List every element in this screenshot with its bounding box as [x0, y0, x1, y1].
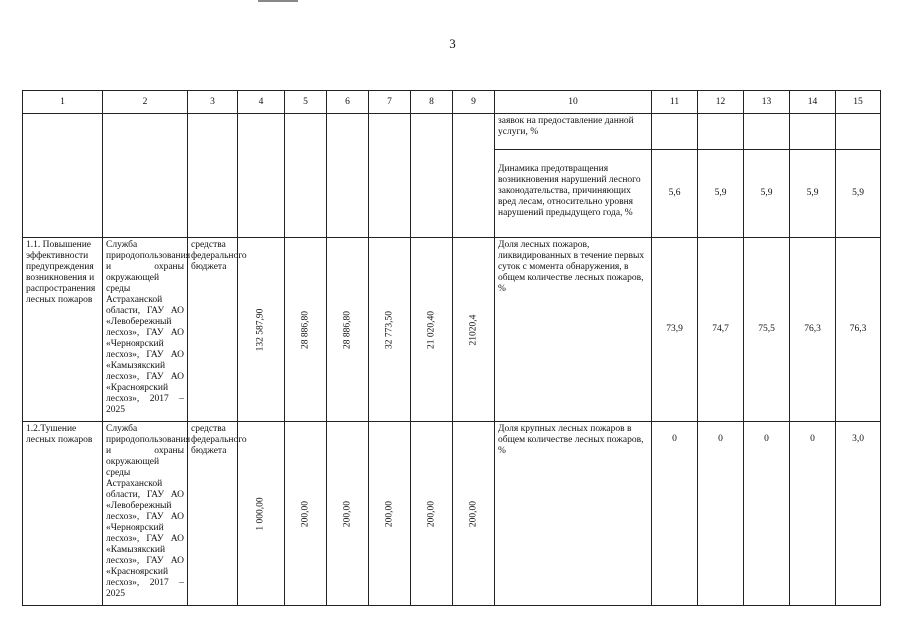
amount-value: 1 000,00	[255, 496, 266, 531]
amount-cell	[238, 422, 285, 606]
header-cell: 13	[744, 91, 790, 114]
indicator-cell: заявок на предоставление данной услуги, %	[495, 114, 652, 150]
amount-cell	[238, 238, 285, 422]
amount-cell	[369, 238, 411, 422]
indicator-cell: Доля лесных пожаров, ликвидированных в течение первых суток с момента обнаружения, в общем количестве лесных пожаров, %	[495, 238, 652, 422]
header-cell: 7	[369, 91, 411, 114]
value-cell	[744, 114, 790, 150]
value-cell: 76,3	[836, 238, 881, 422]
header-cell: 3	[188, 91, 238, 114]
amount-value: 200,00	[342, 500, 352, 527]
header-cell: 12	[698, 91, 744, 114]
header-cell: 14	[790, 91, 836, 114]
amount-value: 200,00	[384, 500, 394, 527]
event-cell: 1.2.Тушение лесных пожаров	[23, 422, 103, 606]
table-row	[23, 422, 881, 606]
header-cell: 11	[652, 91, 698, 114]
amount-value: 28 886,80	[342, 310, 352, 349]
value-cell: 5,9	[790, 150, 836, 238]
indicator-cell: Динамика предотвращения возникновения нарушений лесного законодательства, причиняющих вред лесам, относительно уровня нарушений предыдущего года, %	[495, 150, 652, 238]
table-row	[23, 114, 881, 150]
header-cell: 2	[103, 91, 188, 114]
source-cell: средства федерального бюджета	[188, 422, 238, 606]
amount-cell	[453, 238, 495, 422]
header-row	[23, 91, 881, 114]
value-cell: 5,6	[652, 150, 698, 238]
amount-cell	[453, 422, 495, 606]
header-cell: 8	[411, 91, 453, 114]
amount-cell	[369, 114, 411, 238]
amount-value: 132 587,90	[255, 308, 266, 351]
header-cell: 4	[238, 91, 285, 114]
amount-cell	[411, 114, 453, 238]
table-row	[23, 238, 881, 422]
amount-value: 21 020,40	[426, 310, 436, 349]
amount-cell	[369, 422, 411, 606]
value-cell	[652, 114, 698, 150]
source-cell: средства федерального бюджета	[188, 238, 238, 422]
value-cell: 76,3	[790, 238, 836, 422]
value-cell: 5,9	[744, 150, 790, 238]
executor-cell: Служба природопользования и охраны окружающей среды Астраханской области, ГАУ АО «Левобережный лесхоз», ГАУ АО «Черноярский лесхоз», ГАУ АО «Камызякский лесхоз», ГАУ АО «Красноярский лесхоз», 2017 – 2025	[103, 238, 188, 422]
header-cell: 9	[453, 91, 495, 114]
value-cell: 5,9	[836, 150, 881, 238]
amount-value: 28 886,80	[300, 310, 310, 349]
value-cell: 0	[744, 422, 790, 606]
value-cell: 0	[652, 422, 698, 606]
value-cell: 74,7	[698, 238, 744, 422]
value-cell	[698, 114, 744, 150]
header-cell: 5	[285, 91, 327, 114]
header-cell: 6	[327, 91, 369, 114]
header-cell: 15	[836, 91, 881, 114]
amount-cell	[453, 114, 495, 238]
event-cell	[23, 114, 103, 238]
amount-value: 21020,4	[468, 314, 478, 345]
amount-value: 32 773,50	[384, 310, 394, 349]
indicator-cell: Доля крупных лесных пожаров в общем количестве лесных пожаров, %	[495, 422, 652, 606]
value-cell	[836, 114, 881, 150]
amount-cell	[285, 114, 327, 238]
amount-cell	[285, 422, 327, 606]
amount-cell	[238, 114, 285, 238]
amount-value: 200,00	[468, 500, 478, 527]
amount-cell	[327, 422, 369, 606]
amount-cell	[327, 114, 369, 238]
value-cell: 73,9	[652, 238, 698, 422]
amount-cell	[327, 238, 369, 422]
source-cell	[188, 114, 238, 238]
value-cell: 75,5	[744, 238, 790, 422]
amount-cell	[285, 238, 327, 422]
amount-cell	[411, 238, 453, 422]
page-number: 3	[449, 36, 456, 51]
value-cell: 0	[698, 422, 744, 606]
value-cell: 5,9	[698, 150, 744, 238]
value-cell: 3,0	[836, 422, 881, 606]
amount-value: 200,00	[300, 500, 310, 527]
header-cell: 1	[23, 91, 103, 114]
value-cell: 0	[790, 422, 836, 606]
executor-cell: Служба природопользования и охраны окружающей среды Астраханской области, ГАУ АО «Левобережный лесхоз», ГАУ АО «Черноярский лесхоз», ГАУ АО «Камызякский лесхоз», ГАУ АО «Красноярский лесхоз», 2017 – 2025	[103, 422, 188, 606]
program-table	[22, 90, 881, 606]
executor-cell	[103, 114, 188, 238]
amount-value: 200,00	[426, 500, 436, 527]
event-cell: 1.1. Повышение эффективности предупреждения возникновения и распространения лесных пожаров	[23, 238, 103, 422]
value-cell	[790, 114, 836, 150]
amount-cell	[411, 422, 453, 606]
header-cell: 10	[495, 91, 652, 114]
scan-mark	[258, 0, 298, 2]
